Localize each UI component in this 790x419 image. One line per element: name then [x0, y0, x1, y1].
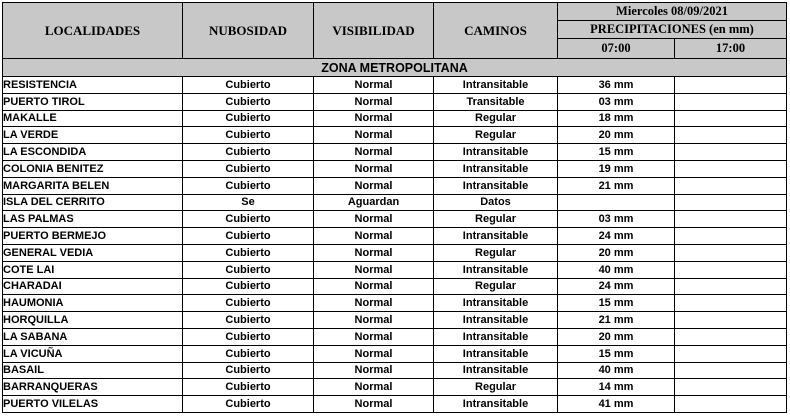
- cell-visibilidad: Normal: [314, 328, 434, 345]
- cell-precip-0700: 36 mm: [558, 77, 675, 94]
- cell-localidad: LA VERDE: [3, 127, 183, 144]
- cell-precip-1700: [675, 110, 787, 127]
- header-localidades: LOCALIDADES: [3, 3, 183, 59]
- cell-precip-1700: [675, 278, 787, 295]
- cell-localidad: COLONIA BENITEZ: [3, 160, 183, 177]
- cell-caminos: Intransitable: [434, 144, 558, 161]
- table-row: [3, 77, 787, 94]
- cell-localidad: CHARADAI: [3, 278, 183, 295]
- cell-caminos: Datos: [434, 194, 558, 211]
- cell-visibilidad: Normal: [314, 345, 434, 362]
- header-visibilidad: VISIBILIDAD: [314, 3, 434, 59]
- table-row: [3, 328, 787, 345]
- cell-precip-1700: [675, 328, 787, 345]
- cell-localidad: ISLA DEL CERRITO: [3, 194, 183, 211]
- cell-localidad: HAUMONIA: [3, 295, 183, 312]
- cell-nubosidad: Cubierto: [183, 328, 314, 345]
- table-header: [3, 3, 787, 59]
- cell-localidad: RESISTENCIA: [3, 77, 183, 94]
- cell-precip-1700: [675, 362, 787, 379]
- header-nubosidad: NUBOSIDAD: [183, 3, 314, 59]
- cell-precip-0700: 21 mm: [558, 177, 675, 194]
- cell-caminos: Regular: [434, 110, 558, 127]
- cell-caminos: Intransitable: [434, 261, 558, 278]
- table-row: [3, 244, 787, 261]
- table-row: [3, 379, 787, 396]
- cell-precip-0700: 20 mm: [558, 244, 675, 261]
- cell-nubosidad: Cubierto: [183, 160, 314, 177]
- cell-caminos: Intransitable: [434, 345, 558, 362]
- cell-nubosidad: Cubierto: [183, 77, 314, 94]
- cell-caminos: Regular: [434, 244, 558, 261]
- cell-localidad: LA ESCONDIDA: [3, 144, 183, 161]
- cell-caminos: Regular: [434, 278, 558, 295]
- cell-localidad: PUERTO BERMEJO: [3, 228, 183, 245]
- cell-nubosidad: Cubierto: [183, 345, 314, 362]
- cell-precip-1700: [675, 312, 787, 329]
- table-row: [3, 362, 787, 379]
- cell-caminos: Regular: [434, 211, 558, 228]
- table-row: [3, 93, 787, 110]
- cell-precip-0700: 19 mm: [558, 160, 675, 177]
- cell-nubosidad: Cubierto: [183, 93, 314, 110]
- cell-visibilidad: Normal: [314, 244, 434, 261]
- table-row: [3, 312, 787, 329]
- cell-visibilidad: Normal: [314, 295, 434, 312]
- cell-visibilidad: Normal: [314, 93, 434, 110]
- cell-precip-0700: 15 mm: [558, 144, 675, 161]
- table-row: [3, 345, 787, 362]
- cell-localidad: PUERTO VILELAS: [3, 396, 183, 413]
- header-time-0700: 07:00: [558, 39, 675, 59]
- weather-report-table: [2, 2, 787, 413]
- cell-visibilidad: Normal: [314, 177, 434, 194]
- header-caminos: CAMINOS: [434, 3, 558, 59]
- table-row: [3, 127, 787, 144]
- cell-precip-0700: 40 mm: [558, 261, 675, 278]
- header-time-1700: 17:00: [675, 39, 787, 59]
- cell-visibilidad: Normal: [314, 312, 434, 329]
- cell-visibilidad: Normal: [314, 144, 434, 161]
- cell-nubosidad: Cubierto: [183, 127, 314, 144]
- cell-precip-0700: 40 mm: [558, 362, 675, 379]
- cell-nubosidad: Cubierto: [183, 228, 314, 245]
- table-row: [3, 110, 787, 127]
- cell-precip-1700: [675, 345, 787, 362]
- cell-nubosidad: Cubierto: [183, 110, 314, 127]
- cell-precip-1700: [675, 379, 787, 396]
- table-body: [3, 59, 787, 413]
- cell-localidad: LA VICUÑA: [3, 345, 183, 362]
- cell-localidad: MAKALLE: [3, 110, 183, 127]
- cell-nubosidad: Cubierto: [183, 211, 314, 228]
- cell-caminos: Regular: [434, 379, 558, 396]
- table-row: [3, 194, 787, 211]
- cell-precip-1700: [675, 127, 787, 144]
- header-precipitaciones: PRECIPITACIONES (en mm): [558, 21, 787, 39]
- cell-localidad: COTE LAI: [3, 261, 183, 278]
- cell-precip-1700: [675, 93, 787, 110]
- cell-precip-1700: [675, 160, 787, 177]
- cell-nubosidad: Cubierto: [183, 144, 314, 161]
- table-row: [3, 295, 787, 312]
- cell-visibilidad: Normal: [314, 228, 434, 245]
- table-row: [3, 278, 787, 295]
- cell-caminos: Intransitable: [434, 77, 558, 94]
- cell-precip-0700: 03 mm: [558, 211, 675, 228]
- cell-visibilidad: Normal: [314, 160, 434, 177]
- cell-localidad: MARGARITA BELEN: [3, 177, 183, 194]
- cell-precip-0700: 18 mm: [558, 110, 675, 127]
- cell-nubosidad: Cubierto: [183, 362, 314, 379]
- cell-precip-1700: [675, 295, 787, 312]
- table-row: [3, 261, 787, 278]
- cell-localidad: BARRANQUERAS: [3, 379, 183, 396]
- cell-visibilidad: Normal: [314, 362, 434, 379]
- cell-caminos: Intransitable: [434, 396, 558, 413]
- cell-visibilidad: Normal: [314, 278, 434, 295]
- cell-precip-1700: [675, 261, 787, 278]
- cell-caminos: Regular: [434, 127, 558, 144]
- cell-nubosidad: Se: [183, 194, 314, 211]
- cell-precip-0700: 15 mm: [558, 295, 675, 312]
- cell-localidad: BASAIL: [3, 362, 183, 379]
- cell-precip-0700: [558, 194, 675, 211]
- cell-precip-0700: 15 mm: [558, 345, 675, 362]
- cell-precip-1700: [675, 228, 787, 245]
- table-row: [3, 177, 787, 194]
- cell-nubosidad: Cubierto: [183, 312, 314, 329]
- table-row: [3, 144, 787, 161]
- cell-caminos: Intransitable: [434, 295, 558, 312]
- cell-localidad: HORQUILLA: [3, 312, 183, 329]
- cell-visibilidad: Normal: [314, 396, 434, 413]
- cell-precip-1700: [675, 211, 787, 228]
- cell-precip-1700: [675, 144, 787, 161]
- cell-visibilidad: Normal: [314, 77, 434, 94]
- cell-nubosidad: Cubierto: [183, 295, 314, 312]
- table-row: [3, 211, 787, 228]
- cell-nubosidad: Cubierto: [183, 379, 314, 396]
- cell-caminos: Intransitable: [434, 177, 558, 194]
- cell-visibilidad: Normal: [314, 110, 434, 127]
- cell-nubosidad: Cubierto: [183, 244, 314, 261]
- cell-caminos: Intransitable: [434, 160, 558, 177]
- cell-visibilidad: Aguardan: [314, 194, 434, 211]
- cell-precip-1700: [675, 194, 787, 211]
- cell-precip-1700: [675, 177, 787, 194]
- cell-precip-0700: 20 mm: [558, 328, 675, 345]
- cell-precip-0700: 03 mm: [558, 93, 675, 110]
- cell-localidad: LA SABANA: [3, 328, 183, 345]
- cell-nubosidad: Cubierto: [183, 261, 314, 278]
- cell-caminos: Transitable: [434, 93, 558, 110]
- cell-nubosidad: Cubierto: [183, 396, 314, 413]
- zone-title: ZONA METROPOLITANA: [3, 59, 787, 77]
- cell-precip-1700: [675, 244, 787, 261]
- cell-visibilidad: Normal: [314, 379, 434, 396]
- table-row: [3, 396, 787, 413]
- cell-precip-1700: [675, 77, 787, 94]
- cell-precip-0700: 24 mm: [558, 228, 675, 245]
- cell-visibilidad: Normal: [314, 211, 434, 228]
- cell-localidad: PUERTO TIROL: [3, 93, 183, 110]
- cell-precip-0700: 21 mm: [558, 312, 675, 329]
- header-date: Miercoles 08/09/2021: [558, 3, 787, 21]
- cell-caminos: Intransitable: [434, 228, 558, 245]
- cell-precip-0700: 41 mm: [558, 396, 675, 413]
- cell-precip-0700: 14 mm: [558, 379, 675, 396]
- cell-nubosidad: Cubierto: [183, 177, 314, 194]
- cell-caminos: Intransitable: [434, 362, 558, 379]
- cell-caminos: Intransitable: [434, 312, 558, 329]
- table-row: [3, 160, 787, 177]
- cell-precip-0700: 24 mm: [558, 278, 675, 295]
- cell-visibilidad: Normal: [314, 127, 434, 144]
- cell-precip-0700: 20 mm: [558, 127, 675, 144]
- cell-localidad: LAS PALMAS: [3, 211, 183, 228]
- cell-nubosidad: Cubierto: [183, 278, 314, 295]
- cell-caminos: Intransitable: [434, 328, 558, 345]
- cell-localidad: GENERAL VEDIA: [3, 244, 183, 261]
- cell-visibilidad: Normal: [314, 261, 434, 278]
- cell-precip-1700: [675, 396, 787, 413]
- table-row: [3, 228, 787, 245]
